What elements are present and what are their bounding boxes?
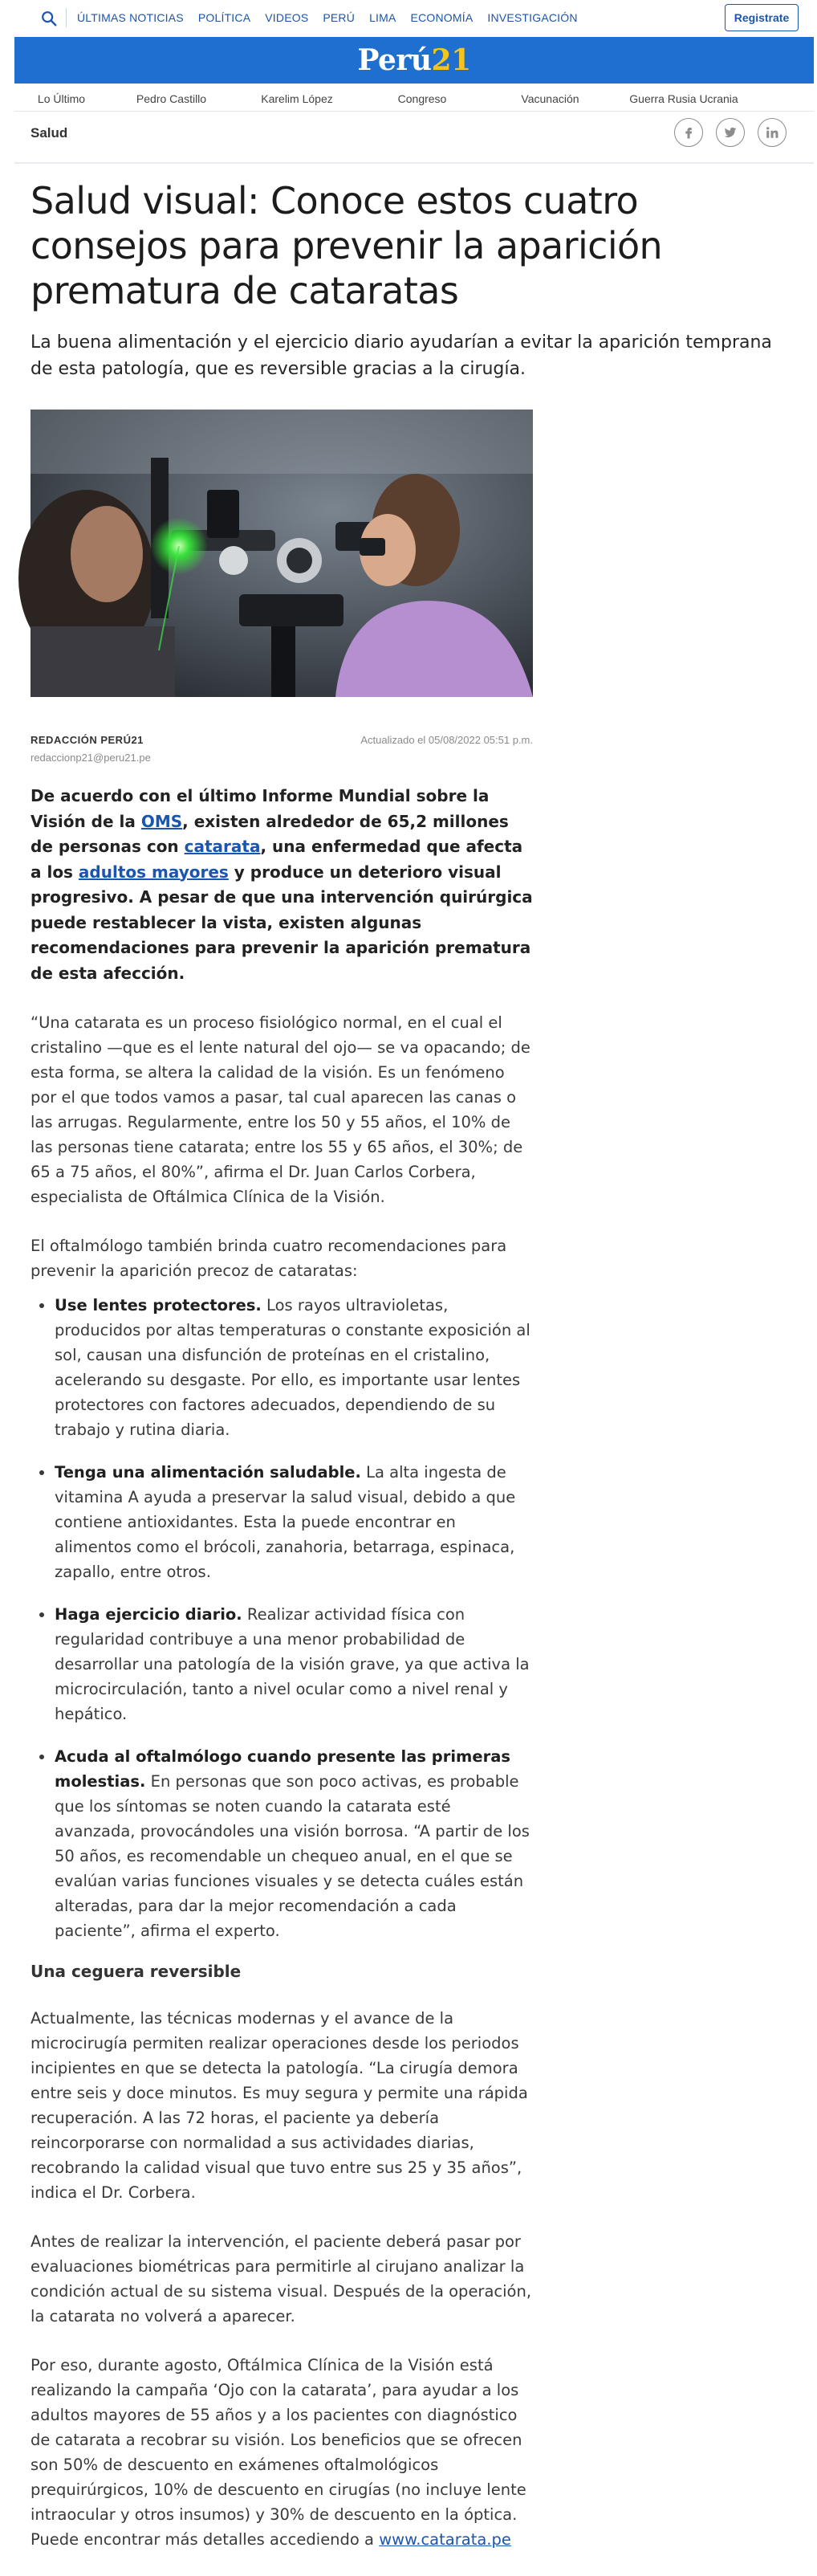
twitter-icon	[723, 125, 738, 140]
divider	[66, 8, 67, 27]
tips-list	[55, 1293, 535, 1943]
link-catarata[interactable]: catarata	[184, 837, 261, 856]
site-logo[interactable]	[357, 43, 470, 77]
facebook-share-button[interactable]	[674, 118, 703, 147]
sections-nav	[14, 87, 814, 111]
lead-text: De acuerdo con el último Informe Mundial sobre la Visión de la	[30, 786, 490, 831]
list-item	[55, 1744, 535, 1943]
nav-investigacion[interactable]: INVESTIGACIÓN	[487, 11, 578, 24]
tip-title: Haga ejercicio diario.	[55, 1605, 242, 1624]
top-nav	[77, 11, 578, 24]
paragraph	[30, 2353, 535, 2552]
article-subtitle: La buena alimentación y el ejercicio diario ayudarían a evitar la aparición temprana de esta patología, que es reversible gracias a la cirugía.	[30, 332, 772, 379]
link-catarata-pe[interactable]: www.catarata.pe	[379, 2530, 511, 2549]
nav-peru[interactable]: PERÚ	[323, 11, 356, 24]
section-pedro-castillo[interactable]: Pedro Castillo	[136, 92, 207, 105]
article-title: Salud visual: Conoce estos cuatro consejos para prevenir la aparición prematura de cataratas	[30, 179, 663, 312]
twitter-share-button[interactable]	[716, 118, 745, 147]
tip-text: En personas que son poco activas, es probable que los síntomas se noten cuando la catarata esté avanzada, provocándoles una visión borrosa. “A partir de los 50 años, es recomendable un chequeo anual, en el que se evalúan varias funciones visuales y se detecta cuáles están alteradas, para dar la mejor recomendación a cada paciente”, afirma el experto.	[55, 1772, 530, 1940]
logo-name: Perú	[357, 43, 432, 77]
tip-text: Los rayos ultravioletas, producidos por altas temperaturas o constante exposición al sol, causan una disfunción de proteínas en el cristalino, acelerando su desgaste. Por ello, es importante usar lentes protectores con factores adecuados, dependiendo de su trabajo y rutina diaria.	[55, 1296, 530, 1439]
article-lead	[30, 784, 535, 986]
nav-politica[interactable]: POLÍTICA	[197, 11, 251, 24]
linkedin-icon	[765, 125, 779, 140]
eye-exam-photo	[30, 410, 533, 697]
nav-ultimas-noticias[interactable]: ÚLTIMAS NOTICIAS	[77, 11, 184, 24]
section-label[interactable]: Salud	[30, 125, 68, 141]
author-name[interactable]: REDACCIÓN PERÚ21	[30, 734, 144, 746]
list-item	[55, 1602, 535, 1726]
section-heading: Una ceguera reversible	[30, 1962, 242, 1981]
tip-title: Tenga una alimentación saludable.	[55, 1463, 361, 1482]
link-adultos-mayores[interactable]: adultos mayores	[78, 862, 229, 882]
link-oms[interactable]: OMS	[140, 811, 183, 831]
section-guerra-rusia-ucrania[interactable]: Guerra Rusia Ucrania	[629, 92, 738, 105]
paragraph: Actualmente, las técnicas modernas y el avance de la microcirugía permiten realizar operaciones desde los periodos incipientes en que se detecta la patología. “La cirugía demora entre seis y doce minutos. Es muy segura y permite una rápida recuperación. A las 72 horas, el paciente ya debería reincorporarse con normalidad a sus actividades diarias, recobrando la calidad visual que tuvo entre sus 25 y 35 años”, indica el Dr. Corbera.	[30, 2009, 528, 2202]
paragraph: “Una catarata es un proceso fisiológico normal, en el cual el cristalino —que es el lente natural del ojo— se va opacando; de esta forma, se altera la calidad de la visión. Es un fenómeno por el que todos vamos a pasar, tal cual aparecen las canas o las arrugas. Regularmente, entre los 50 y 55 años, el 10% de las personas tiene catarata; entre los 55 y 65 años, el 30%; de 65 a 75 años, el 80%”, afirma el Dr. Juan Carlos Corbera, especialista de Oftálmica Clínica de la Visión.	[30, 1013, 530, 1206]
paragraph: Antes de realizar la intervención, el paciente deberá pasar por evaluaciones biométricas para permitirle al cirujano analizar la condición actual de su sistema visual. Después de la operación, la catarata no volverá a aparecer.	[30, 2232, 532, 2325]
nav-videos[interactable]: VIDEOS	[265, 11, 309, 24]
article-body	[30, 784, 535, 2576]
article-image	[30, 410, 533, 697]
tip-text: La alta ingesta de vitamina A ayuda a preservar la salud visual, debido a que contiene antioxidantes. Esta la puede encontrar en alimentos como el brócoli, zanahoria, betarraga, espinaca, zapallo, entre otros.	[55, 1463, 516, 1581]
lead-text: y produce un deterioro visual progresivo. A pesar de que una intervención quirúrgica puede restablecer la vista, existen algunas recomendaciones para prevenir la aparición prematura de esta afección.	[30, 862, 533, 983]
nav-lima[interactable]: LIMA	[369, 11, 396, 24]
top-bar	[0, 0, 817, 37]
author-email[interactable]: redaccionp21@peru21.pe	[30, 752, 151, 764]
list-item	[55, 1460, 535, 1584]
search-icon[interactable]	[40, 10, 58, 27]
facebook-icon	[681, 125, 696, 140]
lead-text: , una enfermedad que afecta a los	[30, 837, 523, 882]
tip-text: Realizar actividad física con regularidad contribuye a una menor probabilidad de desarrollar una patología de la visión grave, ya que activa la microcirculación, tanto a nivel ocular como a nivel renal y hepático.	[55, 1605, 530, 1723]
updated-timestamp: Actualizado el 05/08/2022 05:51 p.m.	[360, 734, 533, 746]
divider	[14, 162, 814, 164]
lead-text: , existen alrededor de 65,2 millones de personas con	[30, 811, 509, 856]
tip-title: Use lentes protectores.	[55, 1296, 262, 1314]
register-button[interactable]: Registrate	[725, 4, 799, 31]
section-karelim-lopez[interactable]: Karelim López	[261, 92, 333, 105]
paragraph-text: Por eso, durante agosto, Oftálmica Clínica de la Visión está realizando la campaña ‘Ojo con la catarata’, para ayudar a los adultos mayores de 55 años y a los pacientes con diagnóstico de catarata a recobrar su visión. Los beneficios que se ofrecen son 50% de descuento en exámenes oftalmológicos prequirúrgicos, 10% de descuento en cirugías (no incluye lente intraocular y otros insumos) y 30% de descuento en la óptica. Puede encontrar más detalles accediendo a	[30, 2356, 526, 2549]
linkedin-share-button[interactable]	[758, 118, 787, 147]
nav-economia[interactable]: ECONOMÍA	[410, 11, 474, 24]
section-congreso[interactable]: Congreso	[397, 92, 447, 105]
paragraph: El oftalmólogo también brinda cuatro recomendaciones para prevenir la aparición precoz de cataratas:	[30, 1237, 507, 1280]
logo-number: 21	[431, 43, 471, 77]
section-lo-ultimo[interactable]: Lo Último	[37, 92, 86, 105]
tip-title: Acuda al oftalmólogo cuando presente las primeras molestias.	[55, 1747, 510, 1791]
brand-bar	[14, 37, 814, 84]
section-vacunacion[interactable]: Vacunación	[521, 92, 579, 105]
list-item	[55, 1293, 535, 1442]
divider	[14, 111, 814, 112]
